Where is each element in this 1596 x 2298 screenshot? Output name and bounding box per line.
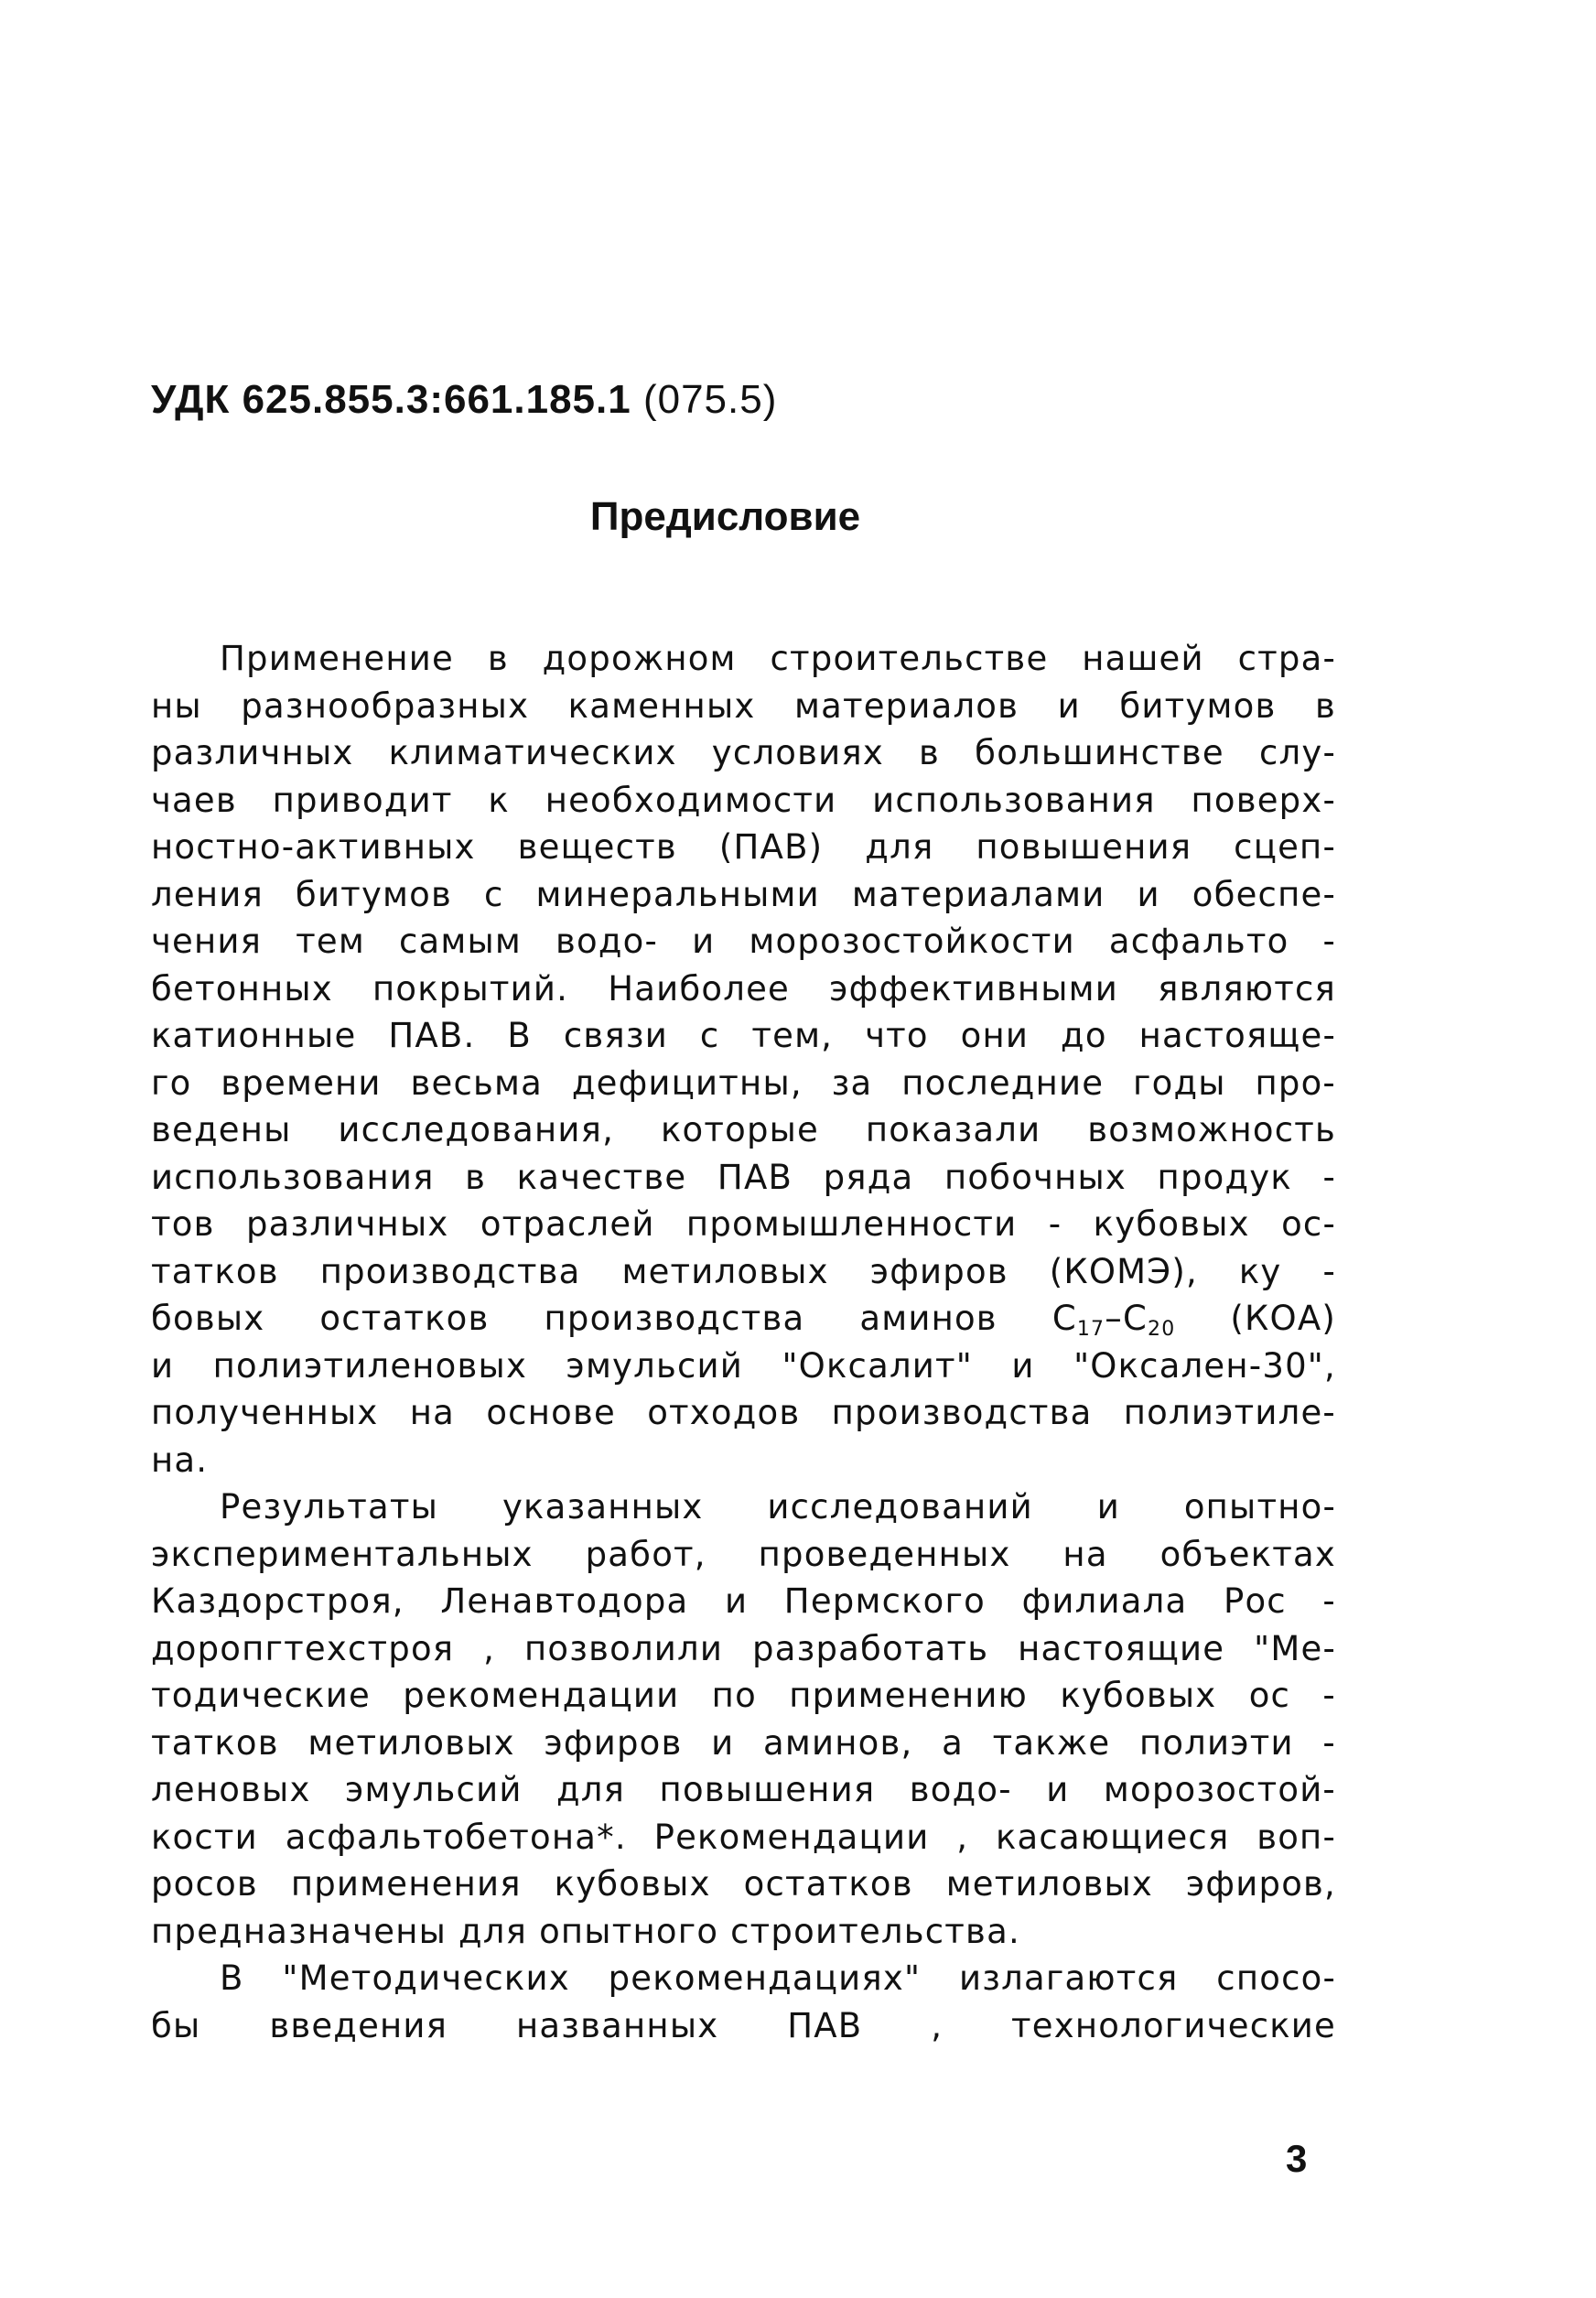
- page-number: 3: [1286, 2137, 1308, 2180]
- text-line: предназначены для опытного строительства.: [151, 1911, 1020, 1951]
- text-line: Применение в дорожном строительстве нашей стра-: [220, 639, 1336, 678]
- text-line: татков метиловых эфиров и аминов, а также полиэти -: [151, 1722, 1336, 1763]
- text-line: доропгтехстроя , позволили разработать настоящие "Ме-: [151, 1628, 1336, 1668]
- text-line: и полиэтиленовых эмульсий "Оксалит" и "Оксален-30",: [151, 1345, 1336, 1386]
- text-line: использования в качестве ПАВ ряда побочных продук -: [151, 1157, 1336, 1197]
- text-line: ления битумов с минеральными материалами и обеспе-: [151, 874, 1336, 914]
- text-line: татков производства метиловых эфиров (КОМЭ), ку -: [151, 1251, 1336, 1291]
- text-line: на.: [151, 1440, 209, 1480]
- section-heading: Предисловие: [589, 494, 861, 539]
- text-line: росов применения кубовых остатков метиловых эфиров,: [151, 1864, 1336, 1904]
- text-line-with-formula: [151, 1295, 1336, 1343]
- formula-subscript: 20: [1148, 1318, 1176, 1341]
- text-line: кости асфальтобетона*. Рекомендации , касающиеся воп-: [151, 1817, 1336, 1857]
- text-line: В "Методических рекомендациях" излагаются спосо-: [220, 1958, 1336, 1998]
- text-line: бетонных покрытий. Наиболее эффективными являются: [151, 968, 1336, 1009]
- text-line: тов различных отраслей промышленности - кубовых ос-: [151, 1204, 1336, 1244]
- text-line: различных климатических условиях в большинстве слу-: [151, 733, 1336, 772]
- text-line: ны разнообразных каменных материалов и битумов в: [151, 685, 1336, 726]
- text-line: леновых эмульсий для повышения водо- и морозостой-: [151, 1770, 1336, 1809]
- text-line: полученных на основе отходов производства полиэтиле-: [151, 1393, 1336, 1432]
- text-line: ведены исследования, которые показали возможность: [151, 1110, 1336, 1149]
- udc-code: 625.855.3:661.185.1: [242, 377, 631, 422]
- formula-carbon: C: [1051, 1299, 1077, 1338]
- text-segment: бовых остатков производства аминов: [151, 1299, 998, 1338]
- udc-suffix: (075.5): [642, 377, 778, 422]
- text-line: катионные ПАВ. В связи с тем, что они до настояще-: [151, 1016, 1336, 1055]
- text-line: чения тем самым водо- и морозостойкости асфальто -: [151, 922, 1336, 961]
- formula-dash: –: [1105, 1299, 1123, 1338]
- text-line: Результаты указанных исследований и опытно-: [220, 1487, 1336, 1527]
- formula-carbon: C: [1122, 1299, 1148, 1338]
- text-line: тодические рекомендации по применению кубовых ос -: [151, 1676, 1336, 1715]
- amine-formula: [1051, 1299, 1176, 1341]
- formula-abbreviation: (КОА): [1230, 1299, 1336, 1338]
- text-line: бы введения названных ПАВ , технологические: [151, 2005, 1336, 2045]
- formula-subscript: 17: [1076, 1318, 1105, 1341]
- text-line: го времени весьма дефицитны, за последние годы про-: [151, 1063, 1336, 1103]
- text-line: экспериментальных работ, проведенных на объектах: [151, 1534, 1336, 1574]
- text-line: чаев приводит к необходимости использования поверх-: [151, 780, 1336, 820]
- text-line: Каздорстроя, Ленавтодора и Пермского филиала Рос -: [151, 1581, 1336, 1621]
- text-line: ностно-активных веществ (ПАВ) для повышения сцеп-: [151, 827, 1336, 867]
- udc-label: УДК: [151, 377, 231, 422]
- udc-classification: [151, 377, 777, 423]
- body-text: [151, 635, 1336, 2049]
